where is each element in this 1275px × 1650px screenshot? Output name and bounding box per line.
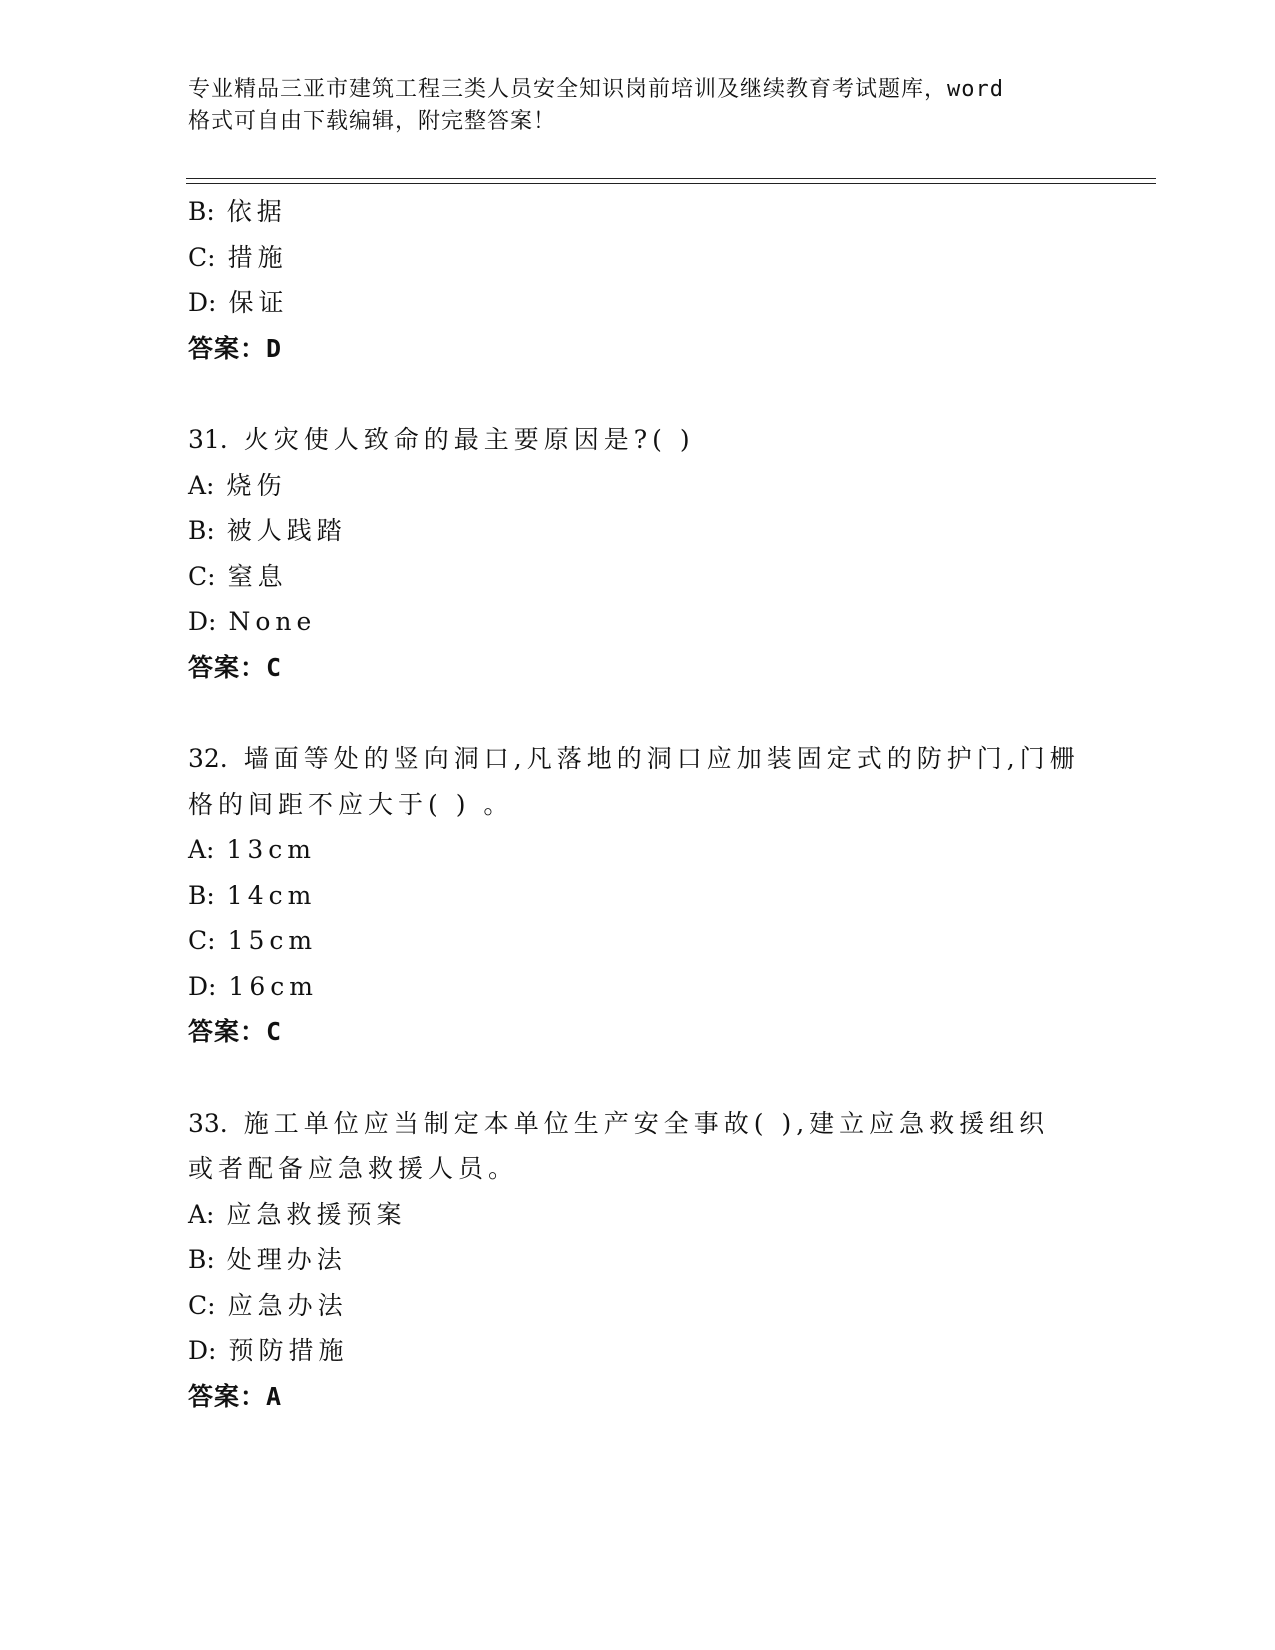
option-letter: D:	[188, 288, 217, 317]
spacer	[188, 690, 1088, 736]
question-number: 32.	[188, 744, 228, 773]
option-text: 15cm	[227, 926, 318, 955]
option-c	[188, 554, 1088, 600]
question-stem: 墙面等处的竖向洞口,凡落地的洞口应加装固定式的防护门,门栅	[243, 744, 1080, 773]
option-letter: D:	[188, 971, 217, 1001]
option-d	[188, 964, 1088, 1010]
option-b	[188, 873, 1088, 919]
header-rule-top	[186, 178, 1156, 179]
question-list	[188, 189, 1088, 1419]
option-letter: A:	[188, 470, 215, 500]
option-letter: B:	[188, 197, 215, 226]
option-letter: B:	[188, 1245, 215, 1274]
option-text: 13cm	[226, 835, 317, 864]
question-text	[188, 1101, 1088, 1147]
option-letter: D:	[188, 1336, 217, 1365]
option-text: 处理办法	[226, 1245, 347, 1274]
option-c	[188, 1283, 1088, 1329]
option-text: 烧伤	[226, 470, 287, 500]
option-letter: D:	[188, 607, 217, 636]
question-32	[188, 736, 1088, 1055]
option-c	[188, 235, 1088, 281]
question-stem-continued: 或者配备应急救援人员。	[188, 1154, 519, 1183]
option-text: 应急救援预案	[226, 1199, 407, 1229]
option-text: 16cm	[228, 971, 318, 1001]
spacer	[188, 371, 1088, 417]
header-line-1: 专业精品三亚市建筑工程三类人员安全知识岗前培训及继续教育考试题库，word	[188, 77, 1004, 102]
question-31	[188, 417, 1088, 690]
option-a	[188, 827, 1088, 873]
document-header	[188, 74, 1068, 138]
answer-label: 答案：A	[188, 1381, 283, 1411]
option-letter: C:	[188, 561, 216, 591]
option-b	[188, 1237, 1088, 1283]
answer-label: 答案：C	[188, 1017, 283, 1046]
option-d	[188, 599, 1088, 645]
option-letter: A:	[188, 1199, 215, 1229]
question-stem: 施工单位应当制定本单位生产安全事故( ),建立应急救援组织	[243, 1108, 1050, 1138]
option-a	[188, 463, 1088, 509]
option-b	[188, 189, 1088, 235]
answer-label: 答案：D	[188, 333, 283, 363]
option-text: 保证	[228, 288, 289, 317]
question-stem: 火灾使人致命的最主要原因是?( )	[243, 425, 695, 454]
option-text: None	[228, 607, 317, 636]
option-text: 预防措施	[228, 1336, 349, 1365]
option-letter: A:	[188, 835, 215, 864]
option-text: 依据	[226, 197, 287, 226]
option-letter: C:	[188, 1290, 216, 1320]
option-letter: B:	[188, 880, 215, 910]
question-stem-continued: 格的间距不应大于( ) 。	[188, 789, 514, 819]
option-c	[188, 918, 1088, 964]
header-line-2: 格式可自由下载编辑，附完整答案！	[188, 109, 557, 134]
answer-label: 答案：C	[188, 652, 283, 682]
option-letter: C:	[188, 242, 216, 272]
header-rule-bottom	[186, 183, 1156, 184]
option-a	[188, 1192, 1088, 1238]
option-text: 措施	[227, 242, 288, 272]
option-d	[188, 1328, 1088, 1374]
option-text: 窒息	[227, 561, 288, 591]
option-text: 被人践踏	[226, 516, 347, 545]
question-text	[188, 736, 1088, 782]
option-text: 应急办法	[227, 1290, 348, 1320]
option-d	[188, 280, 1088, 326]
question-number: 31.	[188, 425, 228, 454]
question-30-tail	[188, 189, 1088, 371]
option-text: 14cm	[226, 880, 317, 910]
question-text	[188, 417, 1088, 463]
question-number: 33.	[188, 1108, 228, 1138]
option-letter: C:	[188, 926, 216, 955]
option-b	[188, 508, 1088, 554]
spacer	[188, 1055, 1088, 1101]
option-letter: B:	[188, 516, 215, 545]
question-33	[188, 1101, 1088, 1420]
